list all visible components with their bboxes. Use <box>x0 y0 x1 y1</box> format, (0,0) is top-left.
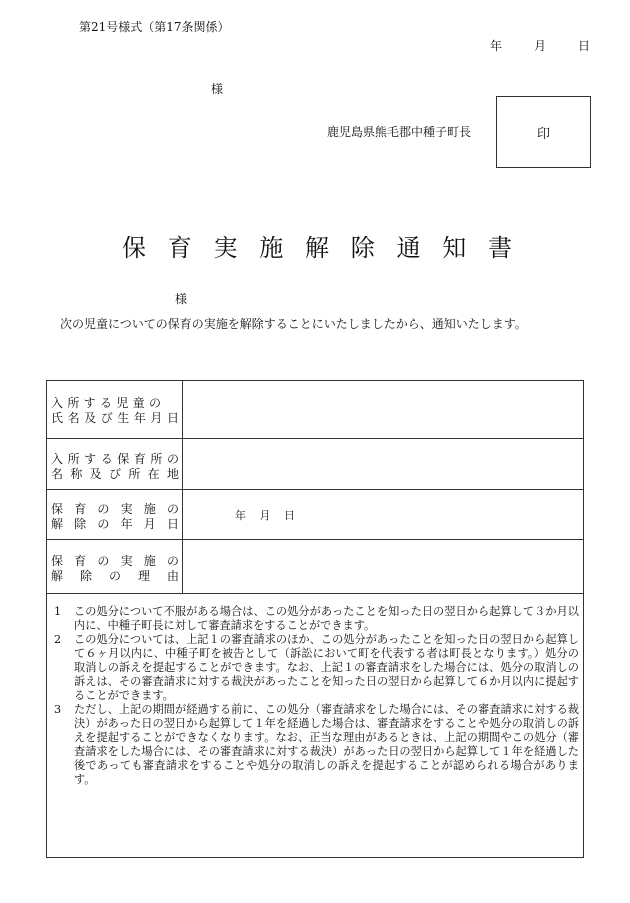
year-label: 年 <box>235 509 246 522</box>
title-char: 解 <box>305 234 329 262</box>
note-item: 1 この処分について不服がある場合は、この処分があったことを知った日の翌日から起算して３か月以内に、中種子町長に対して審査請求をすることができます。 <box>54 605 579 632</box>
label-line-2: 解 除 の 理 由 <box>51 569 179 583</box>
row-date <box>47 490 583 540</box>
label-line-2: 氏 名 及 び 生 年 月 日 <box>51 411 179 425</box>
label-line-2: 名 称 及 び 所 在 地 <box>51 467 179 481</box>
row-child <box>47 381 583 439</box>
note-item: 2 この処分については、上記１の審査請求のほか、この処分があったことを知った日の翌日から起算して６ヶ月以内に、中種子町を被告として（訴訟において町を代表する者は町長となります。）処分の取消しの訴えを提起することができます。なお、上記１の審査請求をした場合には、処分の取消しの訴えは、その審査請求に対する裁決があったことを知った日の翌日から起算して６か月以内に提起することができます。 <box>54 633 579 702</box>
addressee-suffix-mid: 様 <box>175 292 188 306</box>
month-label: 月 <box>259 509 271 522</box>
title-char: 通 <box>396 234 421 262</box>
note-item: 3 ただし、上記の期間が経過する前に、この処分（審査請求をした場合には、その審査請求に対する裁決）があった日の翌日から起算して１年を経過した場合は、審査請求をすることや処分の取消しの訴えを提起することができなくなります。なお、正当な理由があるときは、上記の期間やこの処分（審査請求をした場合には、その審査請求に対する裁決）があった日の翌日から起算して１年を経過した後であっても審査請求をすることや処分の取消しの訴えを提起することが認められる場合があります。 <box>54 703 579 786</box>
title-char: 育 <box>167 234 192 262</box>
year-label: 年 <box>490 39 503 53</box>
label-facility <box>47 439 183 489</box>
notice-table <box>46 380 584 858</box>
title-char: 除 <box>350 234 375 262</box>
intro-text: 次の児童についての保育の実施を解除することにいたしましたから、通知いたします。 <box>60 317 527 331</box>
release-date-field <box>235 509 295 522</box>
appeal-notes <box>51 605 579 787</box>
document-title <box>122 234 512 262</box>
day-label: 日 <box>577 39 590 53</box>
seal-box <box>496 96 591 168</box>
seal-label: 印 <box>536 126 550 142</box>
row-reason <box>47 540 583 594</box>
title-char: 書 <box>488 234 512 262</box>
label-line-1: 保 育 の 実 施 の <box>51 554 179 568</box>
month-label: 月 <box>533 39 546 53</box>
issuer-name: 鹿児島県熊毛郡中種子町長 <box>327 125 472 139</box>
row-facility <box>47 439 583 490</box>
issue-date-labels <box>490 39 590 53</box>
label-line-1: 入 所 す る 児 童 の <box>51 396 161 410</box>
label-date <box>47 490 183 539</box>
title-char: 保 <box>122 234 146 262</box>
day-label: 日 <box>284 509 295 522</box>
label-reason <box>47 540 183 593</box>
form-number: 第21号様式（第17条関係） <box>79 20 230 34</box>
title-char: 実 <box>213 234 238 262</box>
label-child <box>47 381 183 438</box>
addressee-suffix-top: 様 <box>211 82 224 96</box>
label-line-1: 入 所 す る 保 育 所 の <box>51 452 179 466</box>
title-char: 施 <box>259 234 284 262</box>
title-char: 知 <box>442 234 467 262</box>
label-line-1: 保 育 の 実 施 の <box>51 502 179 516</box>
label-line-2: 解 除 の 年 月 日 <box>51 517 179 531</box>
